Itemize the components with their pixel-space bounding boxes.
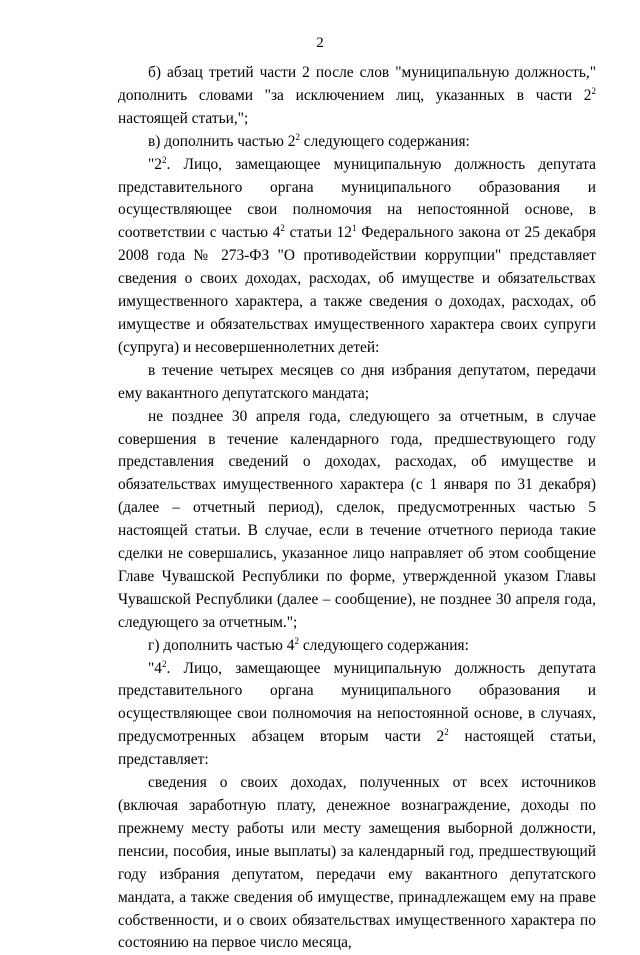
paragraph-part-2-2: "$2^2$. Лицо, замещающее муниципальную должность депутата представительного органа муниципального образования и осуществляющее свои полномочия на непостоянной основе, в соответствии с частью $4^2$ статьи $12^1$ Федерального закона от 25 декабря 2008 года № 273-ФЗ "О противодействии коррупции" представляет сведения о своих доходах, расходах, об имуществе и обязательствах имущественного характера, а также сведения о доходах, расходах, об имуществе и обязательствах имущественного характера своих супруги (супруга) и несовершеннолетних детей: <box>118 154 596 356</box>
paragraph-income-info: сведения о своих доходах, полученных от всех источников (включая заработную плату, денежное вознаграждение, доходы по прежнему месту работы или месту замещения выборной должности, пенсии, пособия, иные выплаты) за календарный год, предшествующий году избрания депутатом, передачи ему вакантного депутатского мандата, а также сведения об имуществе, принадлежащем ему на праве собственности, и о своих обязательствах имущественного характера по состоянию на первое число месяца, <box>118 774 596 952</box>
paragraph-v: в) дополнить частью $2^2$ следующего содержания: <box>148 131 470 150</box>
paragraph-part-4-2: "$4^2$. Лицо, замещающее муниципальную должность депутата представительного органа муниципального образования и осуществляющее свои полномочия на непостоянной основе, в случаях, предусмотренных абзацем вторым части $2^2$ настоящей статьи, представляет: <box>118 658 596 769</box>
paragraph-april-30: не позднее 30 апреля года, следующего за отчетным, в случае совершения в течение календарного года, предшествующего году представления сведений о доходах, расходах, об имуществе и обязательствах имущественного характера (с 1 января по 31 декабря) (далее – отчетный период), сделок, предусмотренных частью 5 настоящей статьи. В случае, если в течение отчетного периода такие сделки не совершались, указанное лицо направляет об этом сообщение Главе Чувашской Республики по форме, утвержденной указом Главы Чувашской Республики (далее – сообщение), не позднее 30 апреля года, следующего за отчетным."; <box>118 407 596 631</box>
document-body <box>118 62 596 955</box>
paragraph-b: б) абзац третий части 2 после слов "муниципальную должность," дополнить словами "за исключением лиц, указанных в части $2^2$ настоящей статьи,"; <box>118 64 596 127</box>
paragraph-four-months: в течение четырех месяцев со дня избрания депутатом, передачи ему вакантного депутатского мандата; <box>118 361 596 402</box>
paragraph-g: г) дополнить частью $4^2$ следующего содержания: <box>148 635 469 654</box>
page-number: 2 <box>316 35 324 51</box>
